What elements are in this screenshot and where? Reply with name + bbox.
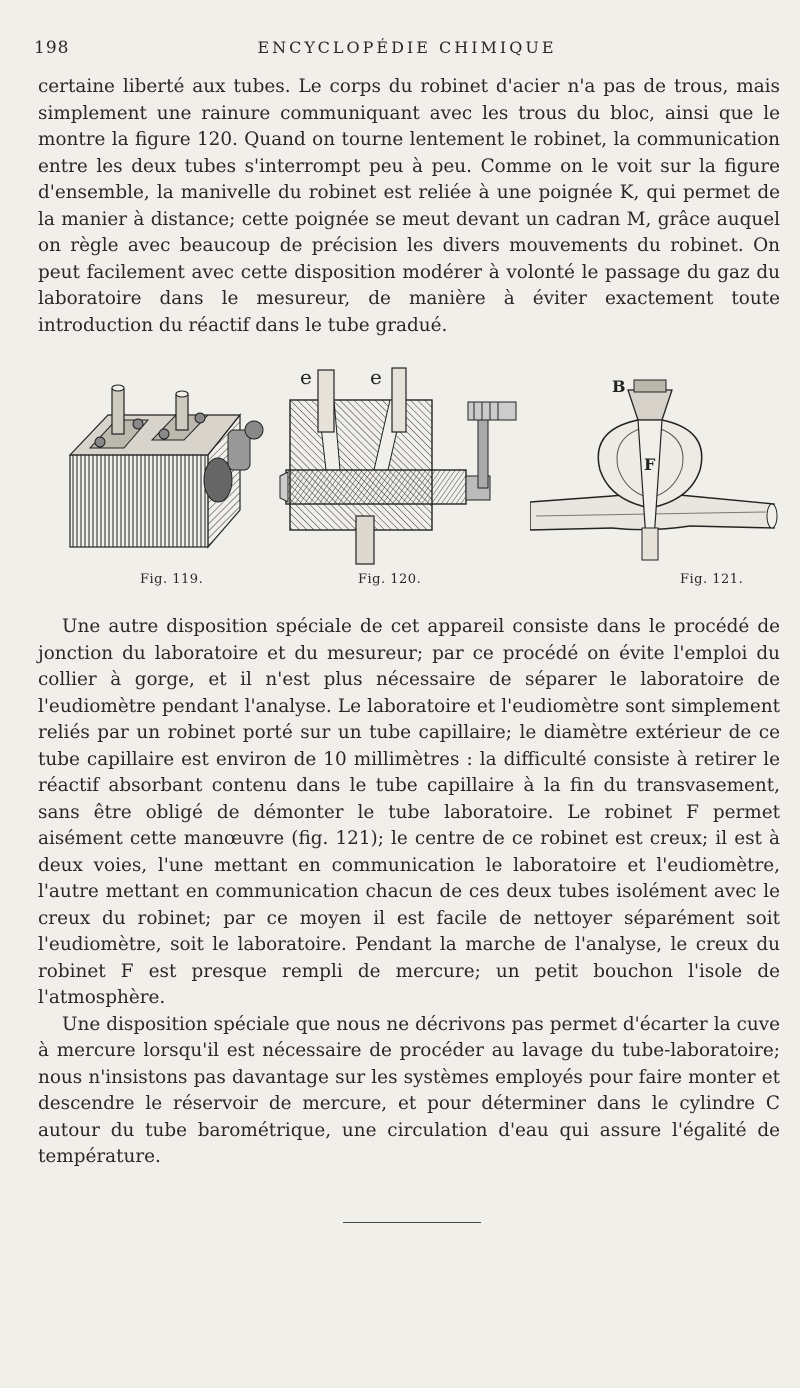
figure-119 xyxy=(68,360,268,587)
paragraph: certaine liberté aux tubes. Le corps du robinet d'acier n'a pas de trous, mais simplement une rainure communiquant avec les trous du bloc, ainsi que le montre la figure 120. Quand on tourne lentement le robinet, la communication entre les deux tubes s'interrompt peu à peu. Comme on le voit sur la figure d'ensemble, la manivelle du robinet est reliée à une poignée K, qui permet de la manier à distance; cette poignée se meut devant un cadran M, grâce auquel on règle avec beaucoup de précision les divers mouvements du robinet. On peut facilement avec cette disposition modérer à volonté le passage du gaz du laboratoire dans le mesureur, de manière à éviter exactement toute introduction du réactif dans le tube gradué. xyxy=(38,76,780,336)
fig-119-drawing xyxy=(68,360,268,555)
figures-row xyxy=(60,360,790,600)
figure-120 xyxy=(278,360,523,587)
fig-120-caption: Fig. 120. xyxy=(358,572,422,587)
text-block-bottom xyxy=(38,614,780,1171)
fig-120-label-e2: e xyxy=(370,365,382,389)
figure-121 xyxy=(530,360,780,587)
paragraph: Une disposition spéciale que nous ne décrivons pas permet d'écarter la cuve à mercure lorsqu'il est nécessaire de procéder au lavage du tube-laboratoire; nous n'insistons pas davantage sur les systèmes employés pour faire monter et descendre le réservoir de mercure, et pour déterminer dans le cylindre C autour du tube barométrique, une circulation d'eau qui assure l'égalité de température. xyxy=(38,1013,780,1167)
fig-119-caption: Fig. 119. xyxy=(140,572,204,587)
fig-121-drawing xyxy=(530,360,780,565)
fig-120-drawing xyxy=(278,360,523,565)
running-title: ENCYCLOPÉDIE CHIMIQUE xyxy=(257,38,557,57)
fig-121-label-f: F xyxy=(644,455,656,474)
fig-121-caption: Fig. 121. xyxy=(680,572,744,587)
end-rule xyxy=(343,1222,481,1223)
fig-121-label-b: B xyxy=(612,377,626,396)
page-header xyxy=(34,38,780,62)
text-block-top xyxy=(38,74,780,339)
fig-120-label-e1: e xyxy=(300,365,312,389)
page-number: 198 xyxy=(34,38,70,58)
paragraph: Une autre disposition spéciale de cet appareil consiste dans le procédé de jonction du laboratoire et du mesureur; par ce procédé on évite l'emploi du collier à gorge, et il n'est plus nécessaire de séparer le laboratoire de l'eudiomètre pendant l'analyse. Le laboratoire et l'eudiomètre sont simplement reliés par un robinet porté sur un tube capillaire; le diamètre extérieur de ce tube capillaire est environ de 10 millimètres : la difficulté consiste à retirer le réactif absorbant contenu dans le tube capillaire à la fin du transvasement, sans être obligé de démonter le tube laboratoire. Le robinet F permet aisément cette manœuvre (fig. 121); le centre de ce robinet est creux; il est à deux voies, l'une mettant en communication le laboratoire et l'eudiomètre, l'autre mettant en communication chacun de ces deux tubes isolément avec le creux du robinet; par ce moyen il est facile de nettoyer séparément soit l'eudiomètre, soit le laboratoire. Pendant la marche de l'analyse, le creux du robinet F est presque rempli de mercure; un petit bouchon l'isole de l'atmosphère. xyxy=(38,616,780,1008)
